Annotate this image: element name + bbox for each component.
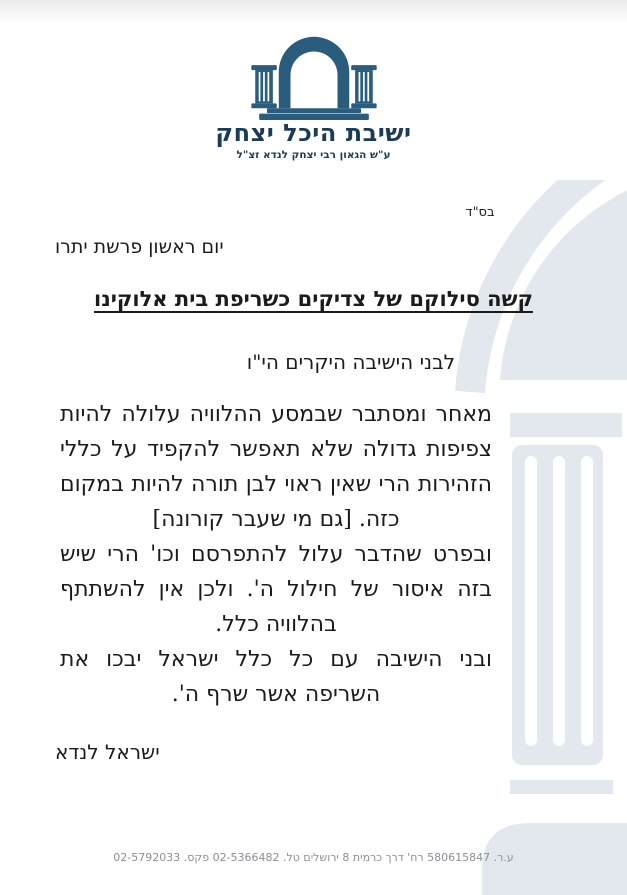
signature: ישראל לנדא	[55, 740, 160, 764]
yeshiva-name: ישיבת היכל יצחק	[215, 118, 412, 147]
paragraph-3: ובני הישיבה עם כל כלל ישראל יבכו את השריפה אשר שרף ה'.	[60, 647, 492, 707]
paragraph-1: מאחר ומסתבר שבמסע ההלוויה עלולה להיות צפיפות גדולה שלא תאפשר להקפיד על כללי הזהירות הרי שאין ראוי לבן תורה להיות במקום כזה. [גם מי שעבר קורונה]	[60, 402, 492, 532]
letter-title-text: קשה סילוקם של צדיקים כשריפת בית אלוקינו	[94, 286, 533, 311]
paragraph-2: ובפרט שהדבר עלול להתפרסם וכו' הרי שיש בזה איסור של חילול ה'. ולכן אין להשתתף בהלוויה כלל.	[60, 542, 492, 637]
letter-body	[60, 397, 492, 712]
top-edge-gradient	[0, 0, 627, 26]
bsd-mark: בס"ד	[465, 205, 495, 220]
yeshiva-arch-logo-icon	[248, 26, 380, 120]
letter-title	[0, 286, 627, 311]
letterhead	[0, 26, 627, 161]
yeshiva-dedication: ע"ש הגאון רבי יצחק לנדא זצ"ל	[236, 149, 391, 161]
footer-registration-line: ע.ר. 580615847 רח' דרך כרמית 8 ירושלים טל. 02-5366482 פקס. 02-5792033	[113, 851, 514, 864]
date-line: יום ראשון פרשת יתרו	[55, 236, 224, 258]
salutation: לבני הישיבה היקרים הי"ו	[246, 350, 455, 374]
